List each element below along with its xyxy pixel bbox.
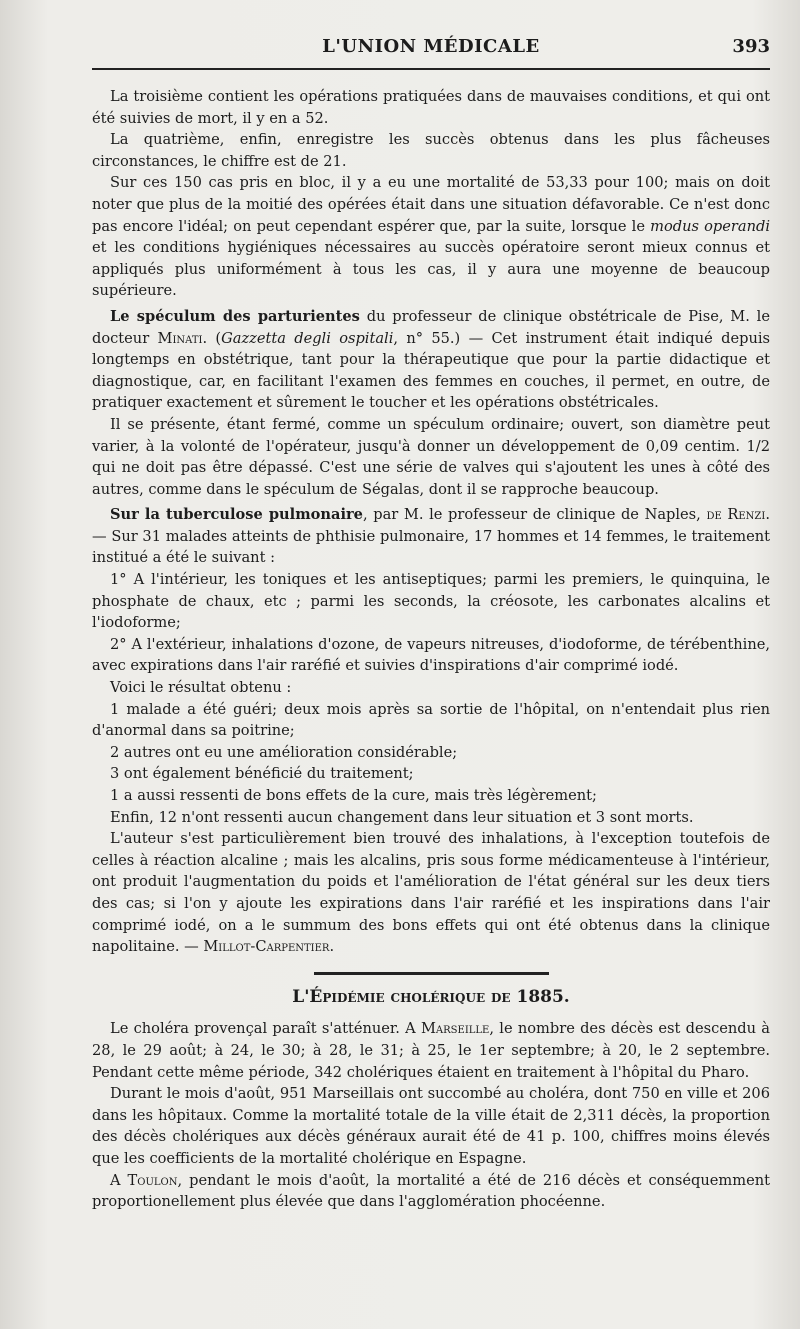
running-title: L'UNION MÉDICALE (322, 36, 540, 57)
mortality-text-a: Sur ces 150 cas pris en bloc, il y a eu une mortalité de 53,33 pour 100; mais on doit noter que plus de la moitié des opérées était dans une situation défavorable. Ce n'est donc pas encore l'idéal; on peut cependant espérer que, par la suite, lorsque le (92, 174, 770, 235)
paragraph-exterior-treatment: 2° A l'extérieur, inhalations d'ozone, de vapeurs nitreuses, d'iodoforme, de térébenthine, avec expirations dans l'air raréfié et suivies d'inspirations d'air comprimé iodé. (92, 635, 770, 675)
speculum-text-c: , n° 55.) — Cet instrument était indiqué depuis longtemps en obstétrique, tant pour la thérapeutique que pour la partie didactique et diagnostique, car, en facilitant l'examen des femmes en couches, il permet, en outre, de pratiquer exactement et sûrement le toucher et les opérations obstétricales. (92, 329, 770, 412)
paragraph-speculum-description: Il se présente, étant fermé, comme un spéculum ordinaire; ouvert, son diamètre peut varier, à la volonté de l'opérateur, jusqu'à donner un développement de 0,09 centim. 1/2 qui ne doit pas être dépassé. C'est une série de valves qui s'ajoutent les unes à côté des autres, comme dans le spéculum de Ségalas, dont il se rapproche beaucoup. (92, 415, 770, 498)
speculum-journal: Gazzetta degli ospitali (221, 329, 394, 347)
paragraph-marseille (92, 1018, 770, 1083)
modus-operandi-italic: modus operandi (650, 217, 770, 235)
tuberculosis-text-b: . — Sur 31 malades atteints de phthisie pulmonaire, 17 hommes et 14 femmes, le traitement institué a été le suivant : (92, 506, 770, 567)
paragraph-author-conclusion (92, 828, 770, 958)
speculum-heading: Le spéculum des parturientes (110, 307, 360, 325)
result-item: 1 a aussi ressenti de bons effets de la cure, mais très légèrement; (110, 787, 597, 804)
city-marseille: Marseille (420, 1020, 490, 1038)
result-item: 1 malade a été guéri; deux mois après sa sortie de l'hôpital, on n'entendait plus rien d'anormal dans sa poitrine; (92, 700, 770, 740)
conclusion-end: . (329, 938, 335, 956)
result-item: 3 ont également bénéficié du traitement; (110, 765, 414, 783)
tuberculosis-text-a: , par M. le professeur de clinique de Naples, (362, 506, 707, 524)
speculum-text-a: du professeur de clinique obstétricale de Pise, M. le docteur (92, 307, 770, 347)
paragraph-third-category: La troisième contient les opérations pratiquées dans de mauvaises conditions, et qui ont été suivies de mort, il y en a 52. (92, 88, 770, 127)
speculum-author: Minati (157, 329, 203, 347)
mortality-text-b: et les conditions hygiéniques nécessaires au succès opératoire seront mieux connus et appliqués plus uniformément à tous les cas, il y aura une moyenne de beaucoup supérieure. (92, 239, 770, 300)
signature: Millot-Carpentier (203, 938, 330, 956)
paragraph-tuberculosis (92, 504, 770, 569)
paragraph-toulon (92, 1170, 770, 1213)
page-number: 393 (732, 36, 770, 57)
toulon-text-b: , pendant le mois d'août, la mortalité a été de 216 décès et conséquemment proportionellement plus élevée que dans l'agglomération phocéenne. (92, 1171, 770, 1211)
marseille-text-a: Le choléra provençal paraît s'atténuer. A (110, 1020, 421, 1038)
paragraph-fourth-category: La quatrième, enfin, enregistre les succès obtenus dans les plus fâcheuses circonstances, le chiffre est de 21. (92, 131, 770, 170)
paragraph-results-intro: Voici le résultat obtenu : (110, 679, 292, 697)
page-header (92, 32, 770, 62)
toulon-text-a: A (110, 1171, 128, 1189)
conclusion-text: L'auteur s'est particulièrement bien trouvé des inhalations, à l'exception toutefois de celles à réaction alcaline ; mais les alcalins, pris sous forme médicamenteuse à l'intérieur, ont produit l'augmentation du poids et l'amélioration de l'état général sur les deux tiers des cas; si l'on y ajoute les expirations dans l'air raréfié et les inspirations dans l'air comprimé iodé, on a le summum des bons effets qui ont été obtenus dans la clinique napolitaine. — (92, 830, 770, 956)
speculum-text-b: . ( (202, 329, 222, 347)
paragraph-august-deaths: Durant le mois d'août, 951 Marseillais ont succombé au choléra, dont 750 en ville et 206 dans les hôpitaux. Comme la mortalité totale de la ville était de 2,311 décès, la proportion des décès cholériques aux décès généraux aurait été de 41 p. 100, chiffres moins élevés que les coefficients de la mortalité cholérique en Espagne. (92, 1085, 770, 1167)
result-item: 2 autres ont eu une amélioration considérable; (110, 743, 458, 761)
page-body (92, 86, 770, 1213)
tuberculosis-heading: Sur la tuberculose pulmonaire (110, 506, 363, 524)
section-title-cholera: L'Épidémie cholérique de 1885. (292, 986, 570, 1007)
city-toulon: Toulon (127, 1171, 178, 1189)
tuberculosis-author: de Renzi (706, 506, 766, 524)
paragraph-mortality-summary (92, 172, 770, 302)
header-rule (92, 68, 770, 70)
result-item: Enfin, 12 n'ont ressenti aucun changement dans leur situation et 3 sont morts. (110, 808, 694, 826)
section-separator (314, 972, 549, 975)
paragraph-interior-treatment: 1° A l'intérieur, les toniques et les antiseptiques; parmi les premiers, le quinquina, le phosphate de chaux, etc ; parmi les seconds, la créosote, les carbonates alcalins et l'iodoforme; (92, 571, 770, 632)
paragraph-speculum (92, 306, 770, 414)
marseille-text-b: , le nombre des décès est descendu à 28, le 29 août; à 24, le 30; à 28, le 31; à 25, le 1er septembre; à 20, le 2 septembre. Pendant cette même période, 342 cholériques étaient en traitement à l'hôpital du Pharo. (92, 1020, 770, 1081)
